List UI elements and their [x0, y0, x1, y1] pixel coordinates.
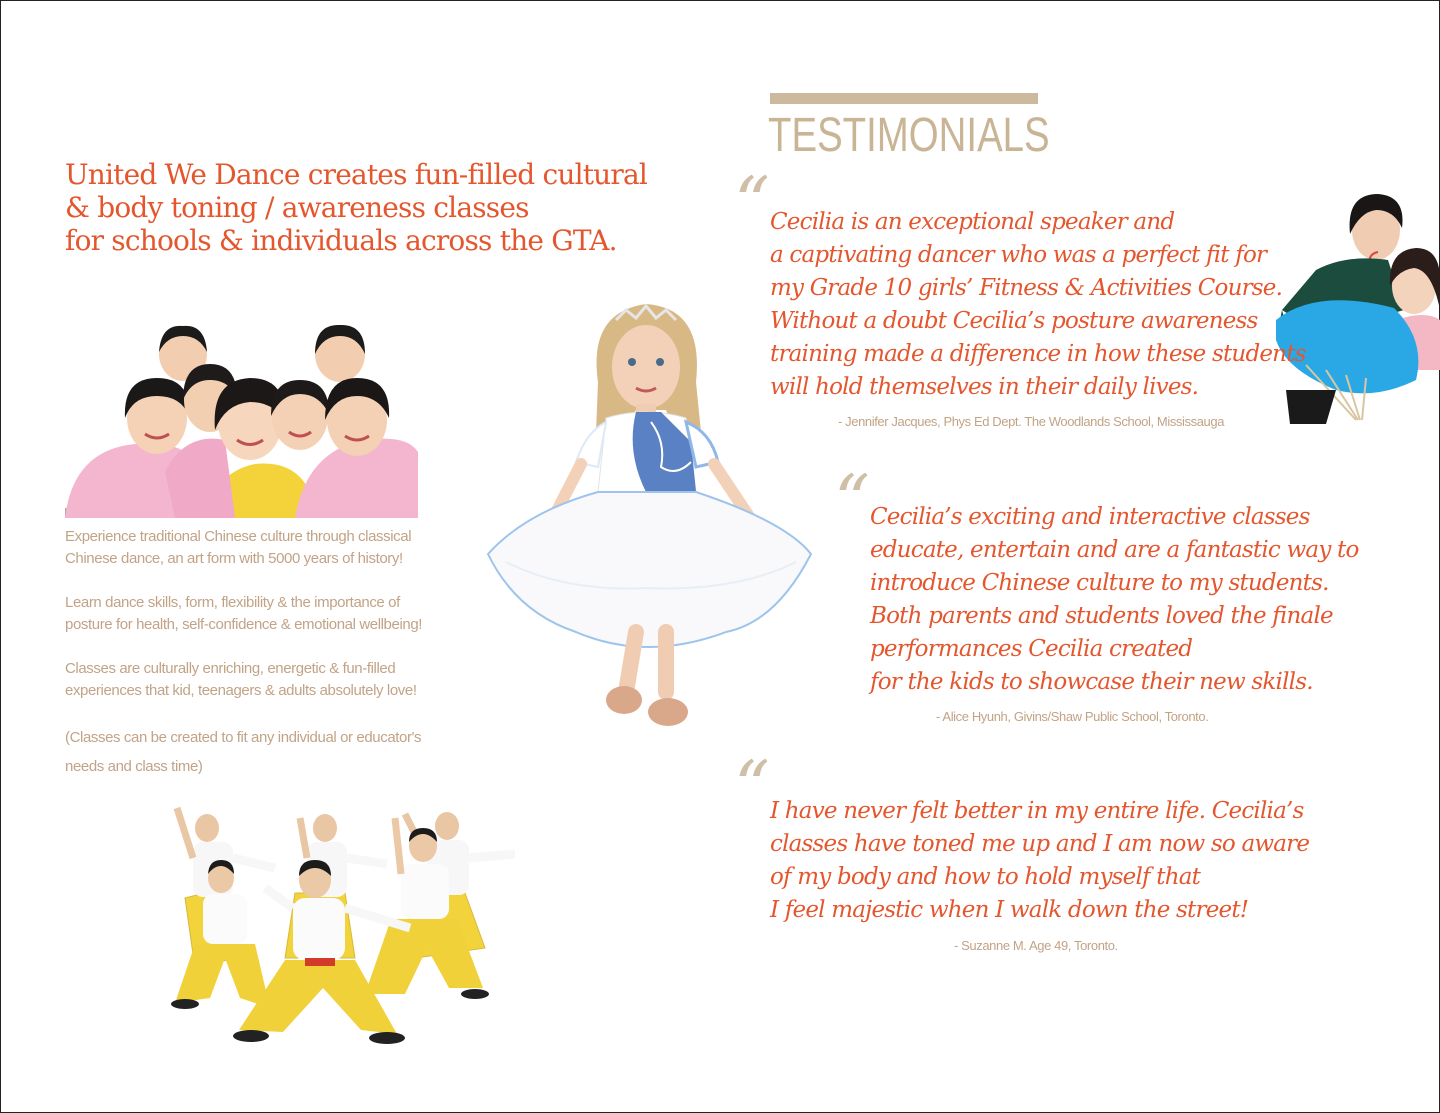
quote-line: training made a difference in how these students — [770, 341, 1306, 367]
intro-line: Classes are culturally enriching, energetic & fun-filled — [65, 660, 396, 677]
quote-line: I feel majestic when I walk down the street! — [770, 897, 1249, 923]
quote-line: my Grade 10 girls’ Fitness & Activities Course. — [770, 275, 1283, 301]
group-photo-girls — [65, 322, 418, 518]
quote-mark-icon: “ — [834, 460, 870, 542]
quote-line: classes have toned me up and I am now so aware — [770, 831, 1310, 857]
quote-line: performances Cecilia created — [870, 636, 1193, 662]
quote-line: Cecilia is an exceptional speaker and — [770, 209, 1175, 235]
testimonial-attribution: - Alice Hyunh, Givins/Shaw Public School, Toronto. — [936, 709, 1209, 724]
intro-paragraph — [65, 658, 445, 702]
quote-line: I have never felt better in my entire life. Cecilia’s — [770, 798, 1304, 824]
testimonial-quote — [870, 501, 1359, 699]
headline-line: & body toning / awareness classes — [65, 191, 529, 224]
quote-mark-icon: “ — [734, 162, 770, 244]
intro-line: needs and class time) — [65, 758, 203, 775]
intro-paragraph — [65, 526, 445, 570]
intro-line: Learn dance skills, form, flexibility & the importance of — [65, 594, 400, 611]
intro-line: posture for health, self-confidence & emotional wellbeing! — [65, 616, 423, 633]
testimonial-quote — [770, 206, 1306, 404]
intro-note — [65, 723, 445, 781]
intro-copy — [65, 526, 445, 781]
headline — [65, 158, 648, 257]
quote-line: educate, entertain and are a fantastic way to — [870, 537, 1359, 563]
testimonials-bar — [770, 93, 1038, 104]
quote-line: Both parents and students loved the finale — [870, 603, 1333, 629]
intro-line: (Classes can be created to fit any individual or educator's — [65, 729, 422, 746]
quote-line: Cecilia’s exciting and interactive classes — [870, 504, 1310, 530]
intro-paragraph — [65, 592, 445, 636]
quote-line: introduce Chinese culture to my students. — [870, 570, 1329, 596]
testimonial-quote — [770, 795, 1309, 927]
quote-line: of my body and how to hold myself that — [770, 864, 1201, 890]
girl-dancer-photo — [486, 292, 816, 734]
testimonials-title: TESTIMONIALS — [768, 109, 1050, 162]
quote-mark-icon: “ — [734, 746, 770, 828]
intro-line: Chinese dance, an art form with 5000 years of history! — [65, 550, 403, 567]
headline-line: for schools & individuals across the GTA. — [65, 224, 617, 257]
headline-line: United We Dance creates fun-filled cultural — [65, 158, 648, 191]
quote-line: Without a doubt Cecilia’s posture awareness — [770, 308, 1258, 334]
quote-line: will hold themselves in their daily lives. — [770, 374, 1199, 400]
quote-line: for the kids to showcase their new skills. — [870, 669, 1313, 695]
quote-line: a captivating dancer who was a perfect fit for — [770, 242, 1267, 268]
testimonial-attribution: - Jennifer Jacques, Phys Ed Dept. The Woodlands School, Mississauga — [838, 414, 1225, 429]
testimonial-attribution: - Suzanne M. Age 49, Toronto. — [954, 938, 1118, 953]
intro-line: experiences that kid, teenagers & adults absolutely love! — [65, 682, 417, 699]
intro-line: Experience traditional Chinese culture through classical — [65, 528, 412, 545]
boys-dance-photo — [165, 798, 520, 1048]
